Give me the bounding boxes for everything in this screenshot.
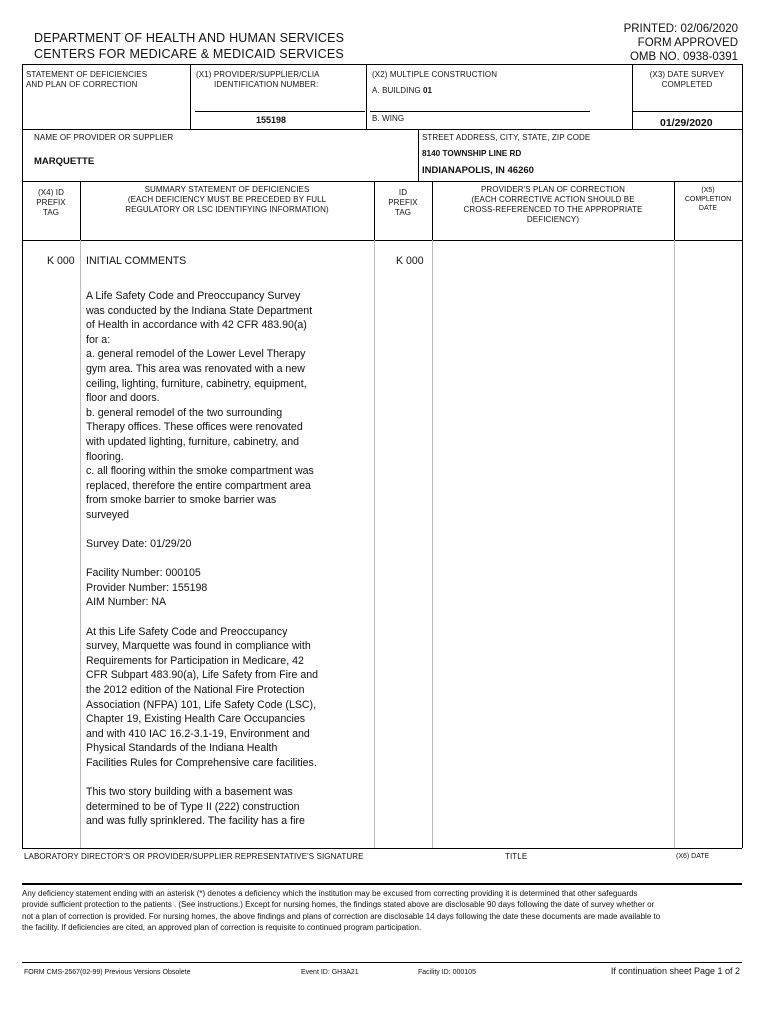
form-approved: FORM APPROVED	[637, 37, 738, 49]
narrative-line: Facility Number: 000105	[86, 567, 201, 580]
survey-completed-date: 01/29/2020	[660, 117, 713, 129]
continuation-page: If continuation sheet Page 1 of 2	[610, 966, 740, 976]
narrative-line: b. general remodel of the two surrounding	[86, 406, 283, 419]
narrative-line: survey, Marquette was found in compliance with	[86, 640, 311, 653]
form-number: FORM CMS-2567(02-99) Previous Versions Obsolete	[24, 969, 191, 976]
narrative-line: from smoke barrier to smoke barrier was	[86, 494, 277, 507]
narrative-line: gym area. This area was renovated with a new	[86, 362, 305, 375]
narrative-line: Provider Number: 155198	[86, 581, 208, 594]
rule-id-right-body	[432, 240, 433, 848]
rule-columns	[22, 181, 742, 182]
signature-label: LABORATORY DIRECTOR'S OR PROVIDER/SUPPLIER REPRESENTATIVE'S SIGNATURE	[24, 852, 364, 861]
paragraph-construction	[86, 785, 338, 829]
date-label: (X6) DATE	[676, 853, 710, 860]
building-field: A. BUILDING 01	[372, 86, 433, 95]
printed-date: PRINTED: 02/06/2020	[623, 23, 738, 35]
department-name: DEPARTMENT OF HEALTH AND HUMAN SERVICES	[34, 31, 345, 45]
narrative-line: Chapter 19, Existing Health Care Occupancies	[86, 713, 306, 726]
rule-top	[22, 64, 742, 65]
provider-number-value: 155198	[256, 115, 287, 125]
city-state-zip: INDIANAPOLIS, IN 46260	[422, 165, 534, 176]
narrative-line: ceiling, lighting, furniture, cabinetry, equipment,	[86, 377, 307, 390]
narrative-line: determined to be of Type II (222) construction	[86, 800, 300, 813]
rule-provider	[22, 129, 742, 130]
rule-wing	[370, 111, 590, 112]
agency-header	[34, 30, 344, 62]
rule-x1	[190, 64, 191, 129]
rule-address	[418, 129, 419, 181]
narrative-line: Physical Standards of the Indiana Health	[86, 742, 278, 755]
x5-header: (X5) COMPLETION DATE	[684, 187, 732, 212]
initial-comments-heading: INITIAL COMMENTS	[86, 255, 187, 267]
narrative-line: the 2012 edition of the National Fire Protection	[86, 684, 305, 697]
tag-right: K 000	[396, 255, 424, 267]
x3-label: (X3) DATE SURVEY COMPLETED	[649, 70, 725, 89]
rule-provider-number	[195, 111, 365, 112]
rule-left-edge	[22, 64, 23, 848]
provider-name-label: NAME OF PROVIDER OR SUPPLIER	[34, 133, 174, 142]
survey-narrative	[86, 289, 338, 844]
rule-date-box	[632, 111, 742, 112]
event-id: Event ID: GH3A21	[301, 969, 359, 976]
narrative-line: replaced, therefore the entire compartment area	[86, 479, 311, 492]
narrative-line: Requirements for Participation in Medicare, 42	[86, 654, 304, 667]
narrative-line: Survey Date: 01/29/20	[86, 538, 192, 551]
narrative-line: At this Life Safety Code and Preoccupancy	[86, 625, 288, 638]
x2-label: (X2) MULTIPLE CONSTRUCTION	[372, 70, 498, 79]
facility-id: Facility ID: 000105	[418, 969, 476, 976]
omb-number: OMB NO. 0938-0391	[629, 51, 738, 63]
rule-right-edge	[742, 64, 743, 848]
title-label: TITLE	[505, 852, 528, 861]
address-label: STREET ADDRESS, CITY, STATE, ZIP CODE	[422, 133, 591, 142]
tag-left: K 000	[47, 255, 75, 267]
summary-header: SUMMARY STATEMENT OF DEFICIENCIES (EACH DEFICIENCY MUST BE PRECEDED BY FULL REGULATORY OR LSC IDENTIFYING INFORMATION)	[125, 185, 329, 214]
street-address: 8140 TOWNSHIP LINE RD	[422, 149, 522, 158]
provider-name: MARQUETTE	[34, 156, 95, 167]
plan-header: PROVIDER'S PLAN OF CORRECTION (EACH CORRECTIVE ACTION SHOULD BE CROSS-REFERENCED TO THE APPROPRIATE DEFICIENCY)	[463, 185, 643, 224]
rule-footer	[22, 962, 742, 963]
narrative-line: with updated lighting, furniture, cabinetry, and	[86, 435, 299, 448]
narrative-line: Therapy offices. These offices were renovated	[86, 421, 303, 434]
narrative-line: a. general remodel of the Lower Level Therapy	[86, 348, 306, 361]
rule-plan-right-body	[674, 240, 675, 848]
narrative-line: This two story building with a basement was	[86, 786, 293, 799]
narrative-line: of Health in accordance with 42 CFR 483.90(a)	[86, 319, 307, 332]
narrative-line: surveyed	[86, 508, 129, 521]
form-approval-block	[624, 22, 738, 64]
narrative-line: Facilities Rules for Comprehensive care facilities.	[86, 757, 317, 769]
narrative-line: CFR Subpart 483.90(a), Life Safety from Fire and	[86, 669, 318, 682]
id-header: ID PREFIX TAG	[388, 188, 418, 217]
disclaimer-note: Any deficiency statement ending with an asterisk (*) denotes a deficiency which the institution may be excused from correcting providing it is determined that other safeguards provide sufficient protection to the patients . (See instructions.) Except for nursing homes, the findings stated above are disclosable 90 days following the date of survey whether or not a plan of correction is provided. For nursing homes, the above findings and plans of correction are disclosable 14 days following the date these documents are made available to the facility. If deficiencies are cited, an approved plan of correction is requisite to continued program participation.	[22, 889, 661, 932]
paragraph-compliance	[86, 625, 338, 771]
x1-label: (X1) PROVIDER/SUPPLIER/CLIA IDENTIFICATION NUMBER:	[196, 70, 320, 89]
rule-signature	[22, 883, 742, 885]
rule-x2	[366, 64, 367, 129]
narrative-line: AIM Number: NA	[86, 596, 167, 609]
narrative-line: A Life Safety Code and Preoccupancy Survey	[86, 290, 301, 302]
narrative-line: was conducted by the Indiana State Department	[86, 304, 313, 317]
paragraph-facility-ids	[86, 566, 338, 610]
narrative-line: for a:	[86, 333, 111, 346]
x4-header: (X4) ID PREFIX TAG	[36, 188, 66, 217]
rule-bottom	[22, 848, 742, 849]
rule-summary-right-body	[374, 240, 375, 848]
narrative-line: floor and doors.	[86, 392, 160, 405]
paragraph-survey-date	[86, 537, 338, 552]
narrative-line: and with 410 IAC 16.2-3.1-19, Environment and	[86, 727, 310, 740]
paragraph-scope	[86, 289, 338, 523]
narrative-line: and was fully sprinklered. The facility has a fire	[86, 815, 305, 828]
wing-label: B. WING	[372, 114, 405, 123]
narrative-line: flooring.	[86, 450, 124, 463]
statement-label: STATEMENT OF DEFICIENCIES AND PLAN OF CORRECTION	[26, 70, 148, 89]
centers-name: CENTERS FOR MEDICARE & MEDICAID SERVICES	[34, 47, 344, 61]
narrative-line: c. all flooring within the smoke compartment was	[86, 465, 314, 478]
narrative-line: Association (NFPA) 101, Life Safety Code (LSC),	[86, 698, 317, 711]
rule-tag-left-body	[80, 240, 81, 848]
rule-body	[22, 240, 742, 241]
